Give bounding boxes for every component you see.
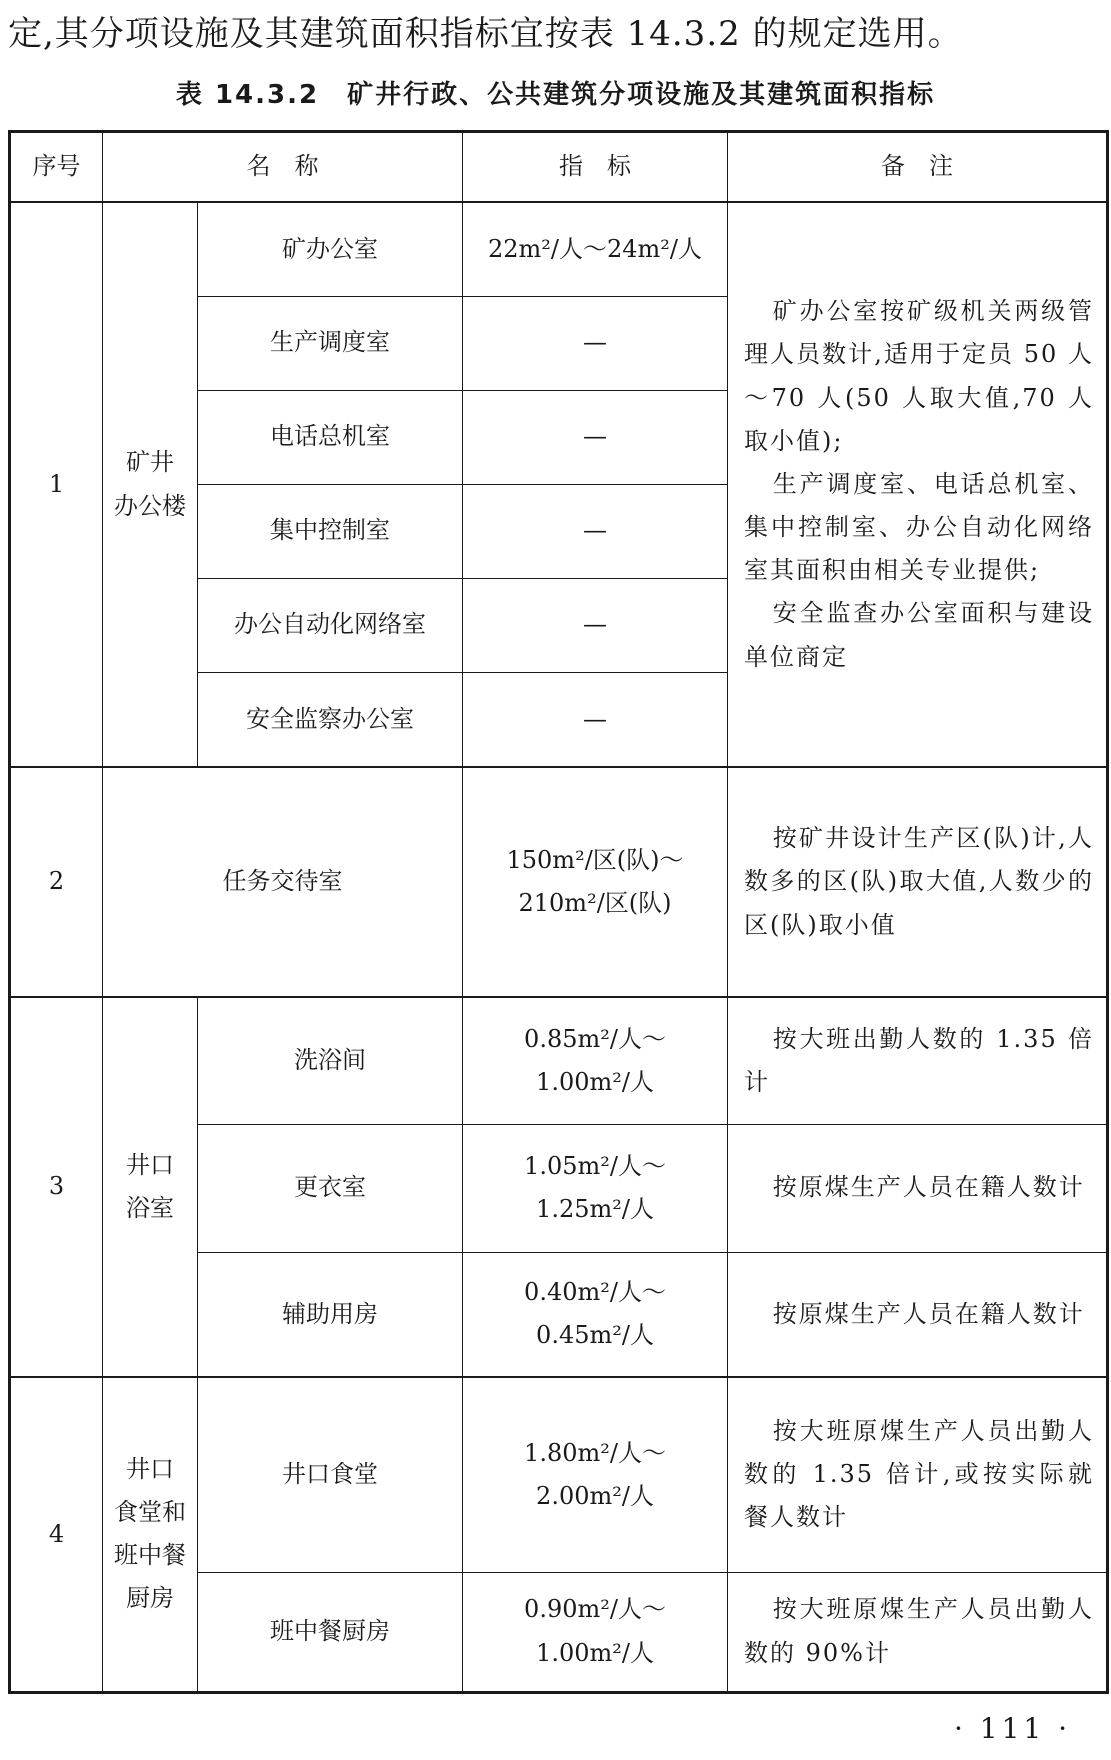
- item-index: —: [463, 484, 728, 578]
- item-name: 安全监察办公室: [198, 672, 463, 767]
- item-name: 更衣室: [198, 1124, 463, 1252]
- item-index: 0.85m²/人～ 1.00m²/人: [463, 997, 728, 1124]
- item-index: —: [463, 672, 728, 767]
- notes-cell: 矿办公室按矿级机关两级管理人员数计,适用于定员 50 人～70 人(50 人取大值,70 人取小值); 生产调度室、电话总机室、集中控制室、办公自动化网络室其面积由相关专业提供; 安全监查办公室面积与建设单位商定: [728, 202, 1108, 767]
- notes-cell: 按原煤生产人员在籍人数计: [728, 1252, 1108, 1377]
- notes-cell: 按大班原煤生产人员出勤人数的 90%计: [728, 1572, 1108, 1692]
- item-index: 1.05m²/人～ 1.25m²/人: [463, 1124, 728, 1252]
- item-index: —: [463, 390, 728, 484]
- header-seq: 序号: [10, 132, 103, 203]
- item-index: 0.40m²/人～ 0.45m²/人: [463, 1252, 728, 1377]
- header-notes: 备 注: [728, 132, 1108, 203]
- table-row: [10, 767, 1108, 997]
- item-index: —: [463, 296, 728, 390]
- seq-cell: 2: [10, 767, 103, 997]
- notes-cell: 按大班出勤人数的 1.35 倍计: [728, 997, 1108, 1124]
- item-name: 班中餐厨房: [198, 1572, 463, 1692]
- seq-cell: 3: [10, 997, 103, 1377]
- page-number: · 111 ·: [953, 1712, 1071, 1745]
- table-row: [10, 997, 1108, 1124]
- item-name: 生产调度室: [198, 296, 463, 390]
- item-name: 矿办公室: [198, 202, 463, 296]
- item-name: 辅助用房: [198, 1252, 463, 1377]
- table-caption: 表 14.3.2 矿井行政、公共建筑分项设施及其建筑面积指标: [175, 80, 936, 110]
- item-name: 洗浴间: [198, 997, 463, 1124]
- item-name: 井口食堂: [198, 1377, 463, 1572]
- header-name: 名 称: [103, 132, 463, 203]
- group-cell: 井口 浴室: [103, 997, 198, 1377]
- facility-area-table: [8, 130, 1109, 1694]
- intro-paragraph: 定,其分项设施及其建筑面积指标宜按表 14.3.2 的规定选用。: [8, 14, 963, 54]
- item-name: 电话总机室: [198, 390, 463, 484]
- seq-cell: 1: [10, 202, 103, 767]
- item-index: —: [463, 578, 728, 672]
- item-index: 0.90m²/人～ 1.00m²/人: [463, 1572, 728, 1692]
- item-name: 办公自动化网络室: [198, 578, 463, 672]
- item-index: 150m²/区(队)～ 210m²/区(队): [463, 767, 728, 997]
- table-header-row: [10, 132, 1108, 203]
- notes-cell: 按原煤生产人员在籍人数计: [728, 1124, 1108, 1252]
- item-name: 集中控制室: [198, 484, 463, 578]
- table-row: [10, 1377, 1108, 1572]
- item-index: 22m²/人～24m²/人: [463, 202, 728, 296]
- item-name: 任务交待室: [103, 767, 463, 997]
- notes-cell: 按大班原煤生产人员出勤人数的 1.35 倍计,或按实际就餐人数计: [728, 1377, 1108, 1572]
- group-cell: 井口 食堂和 班中餐 厨房: [103, 1377, 198, 1692]
- notes-cell: 按矿井设计生产区(队)计,人数多的区(队)取大值,人数少的区(队)取小值: [728, 767, 1108, 997]
- item-index: 1.80m²/人～ 2.00m²/人: [463, 1377, 728, 1572]
- group-cell: 矿井 办公楼: [103, 202, 198, 767]
- table-row: [10, 202, 1108, 296]
- seq-cell: 4: [10, 1377, 103, 1692]
- header-index: 指 标: [463, 132, 728, 203]
